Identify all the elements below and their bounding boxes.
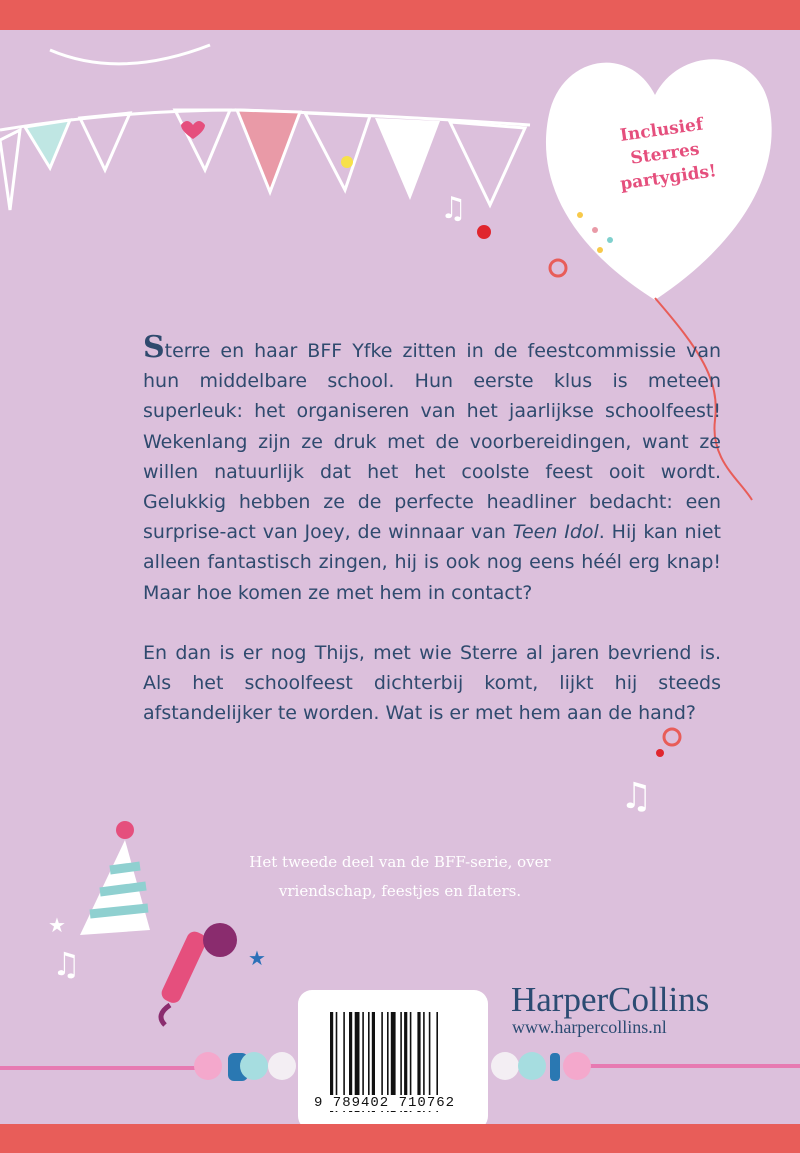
bunting-icon xyxy=(0,45,530,210)
tagline-line-1: Het tweede deel van de BFF-serie, over xyxy=(249,853,551,871)
blurb-paragraph-1 xyxy=(143,330,721,608)
heart-text-line-1: Inclusief xyxy=(618,114,705,146)
publisher-url: www.harpercollins.nl xyxy=(512,1017,667,1037)
blurb-paragraph-2: En dan is er nog Thijs, met wie Sterre al jaren bevriend is. Als het schoolfeest dichterbij komt, lijkt hij steeds afstandelijker te worden. Wat is er met hem aan de hand? xyxy=(143,641,721,725)
svg-text:♫: ♫ xyxy=(52,945,81,983)
drop-cap: S xyxy=(143,330,165,365)
svg-text:★: ★ xyxy=(248,946,266,970)
bottom-border-bar xyxy=(0,1124,800,1153)
tagline-line-2: vriendschap, feestjes en flaters. xyxy=(278,882,522,900)
series-tagline xyxy=(240,848,560,906)
blurb-p1-start: terre en haar BFF Yfke zitten in de feestcommissie van hun middelbare school. Hun eerste klus is meteen superleuk: het organiseren van het jaarlijkse schoolfeest! Wekenlang zijn ze druk met de voorbereidingen, want ze willen natuurlijk dat het het coolste feest ooit wordt. Gelukkig hebben ze de perfecte headliner bedacht: een surprise-act van Joey, de winnaar van xyxy=(143,340,721,544)
party-hat-icon xyxy=(80,821,150,935)
barcode-label xyxy=(298,990,488,1130)
blurb-p1-end: . Hij kan niet alleen fantastisch zingen, hij is ook nog eens héél erg knap! Maar hoe komen ze met hem in contact? xyxy=(143,521,721,604)
svg-text:★: ★ xyxy=(48,913,66,937)
blurb-text xyxy=(143,330,721,758)
music-note-icon: ♫ xyxy=(440,191,467,226)
publisher-logo: HarperCollins xyxy=(511,980,710,1019)
book-title-teen-idol: Teen Idol xyxy=(512,521,599,544)
music-note-icon-2: ♫ xyxy=(620,776,653,817)
microphone-icon xyxy=(159,923,237,1025)
heart-text-line-2: Sterres partygids! xyxy=(618,139,718,195)
isbn-number: 9 789402 710762 xyxy=(314,1095,456,1111)
